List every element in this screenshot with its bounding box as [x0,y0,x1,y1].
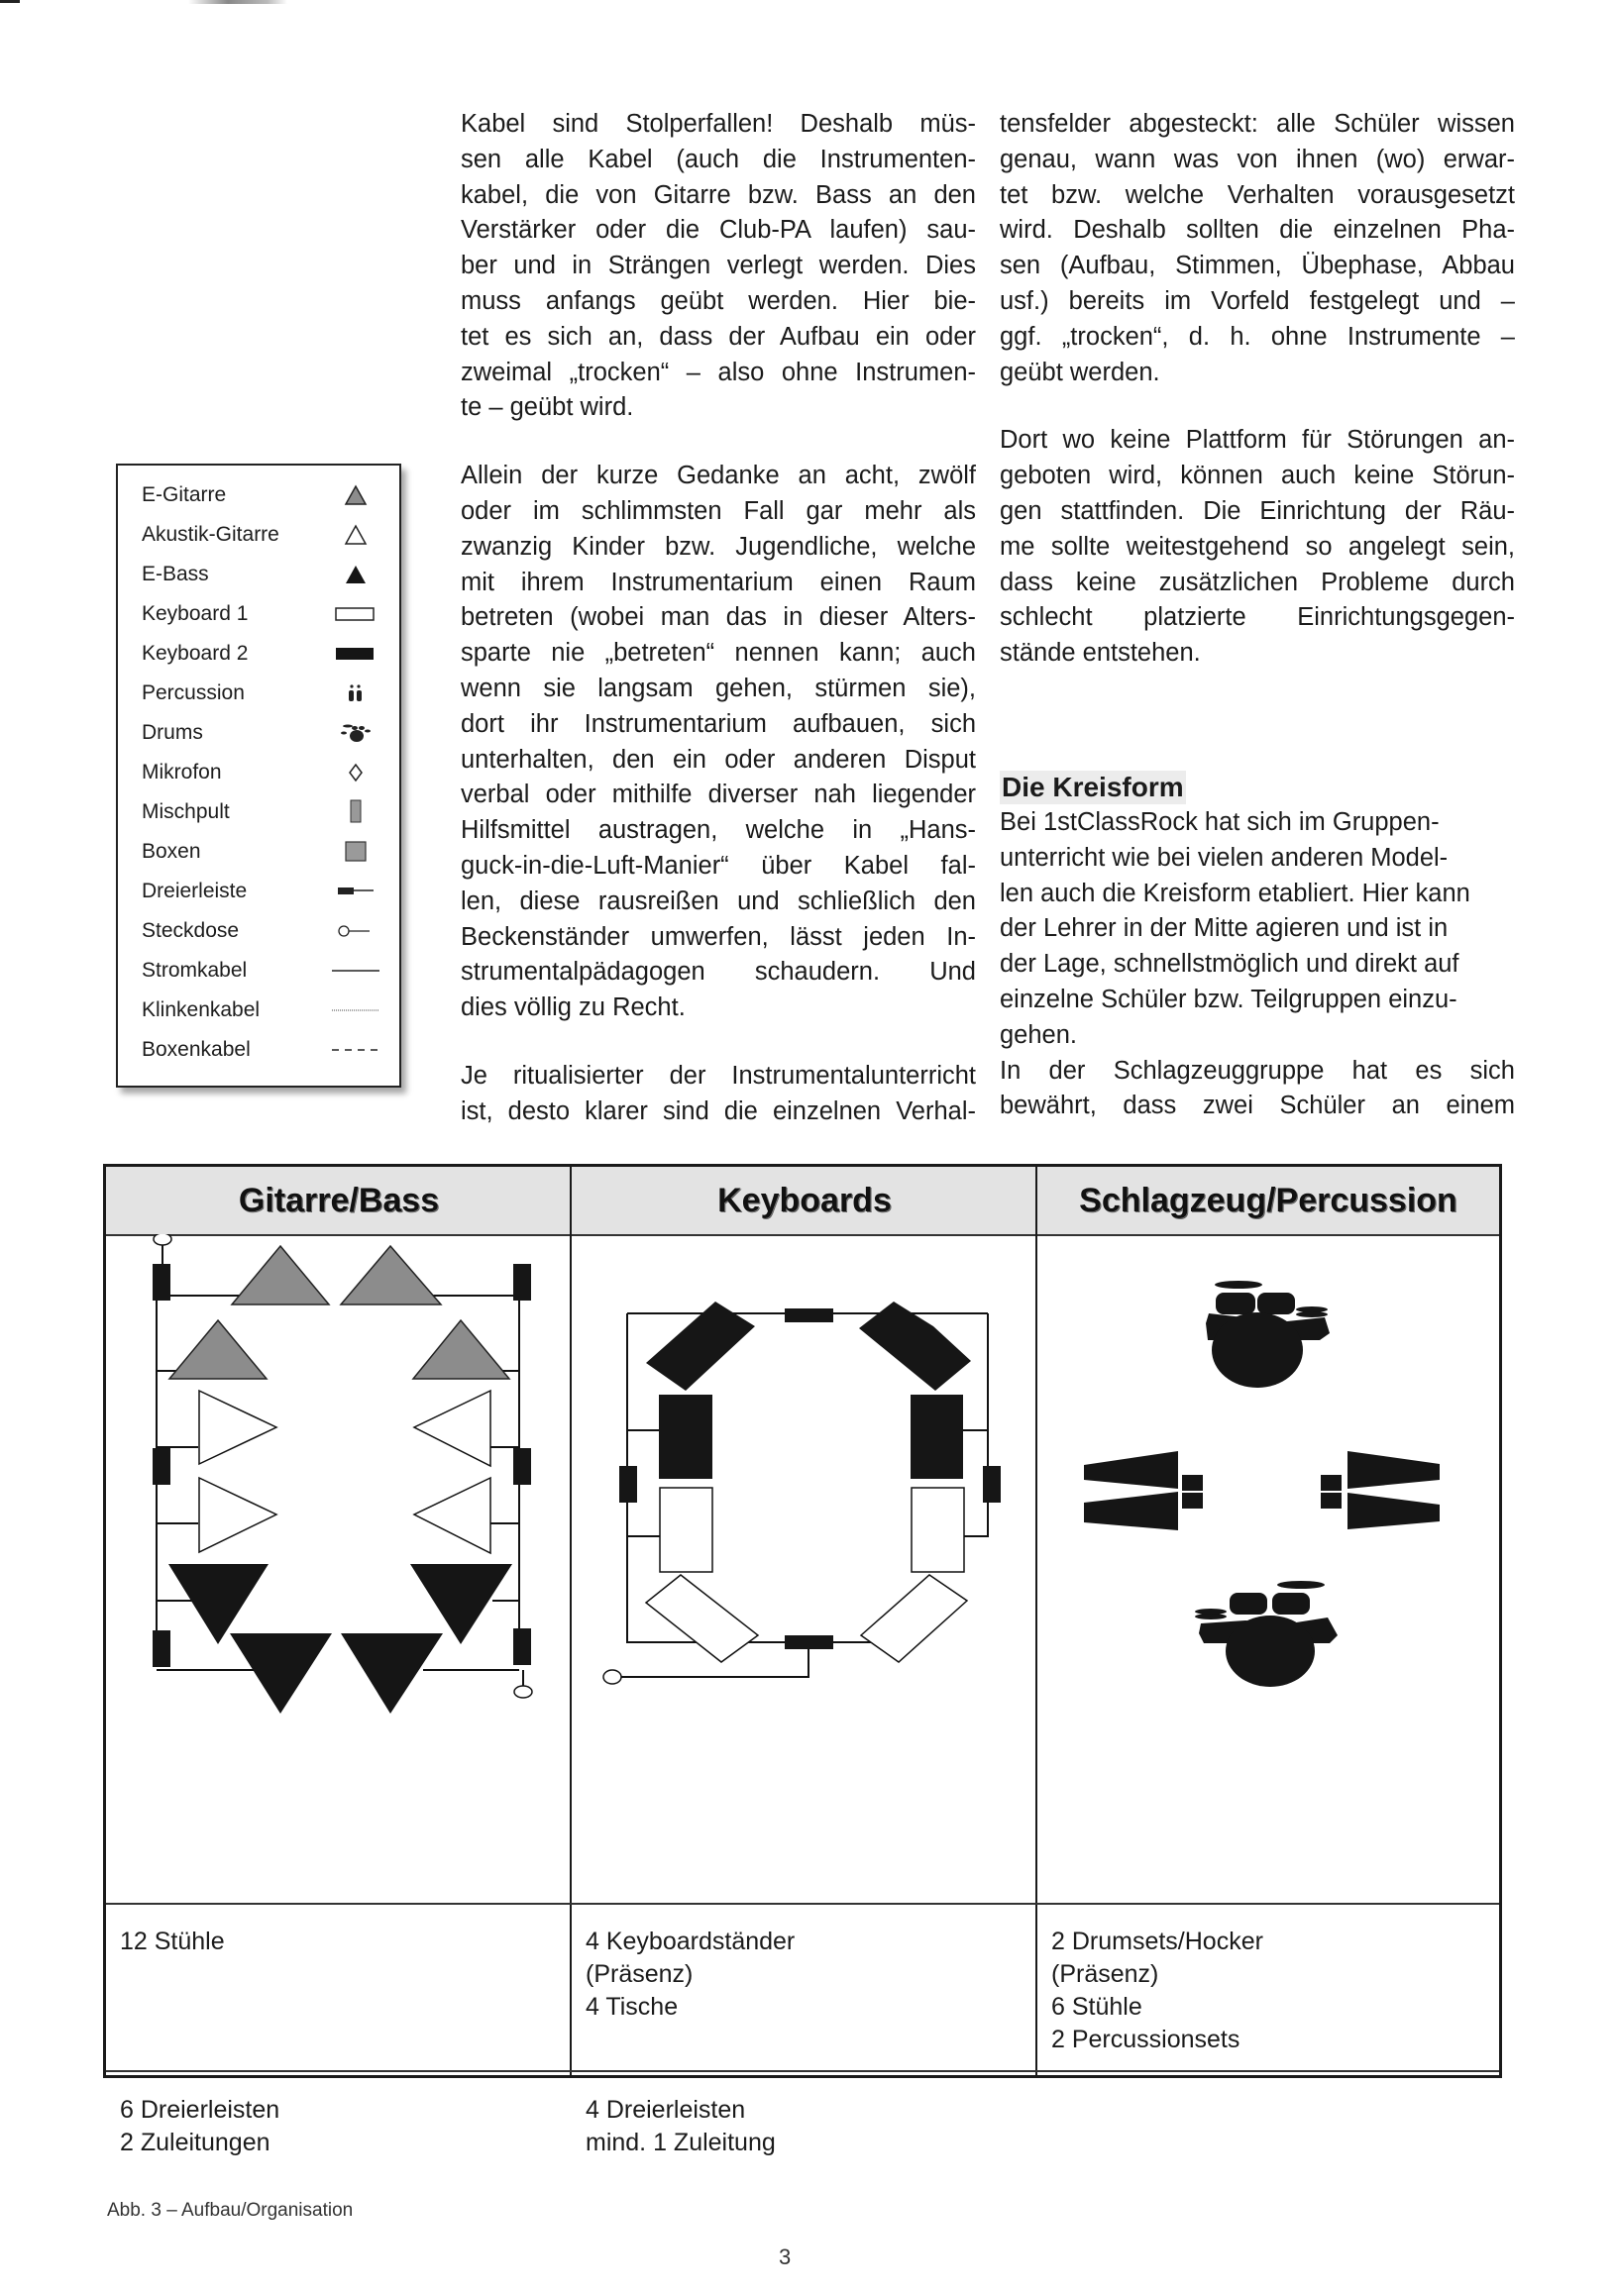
cell-line: 12 Stühle [120,1928,225,1955]
table-header-row [106,1167,1499,1236]
socket-icon [326,916,385,946]
text-line: unterricht wie bei vielen anderen Model- [1000,843,1449,872]
legend-label: E-Bass [142,563,209,585]
socket-icon [603,1670,621,1684]
legend-item-e-bass [142,555,385,594]
text-line: dass keine zusätzlichen Probleme durch [1000,568,1515,596]
text-line: mit ihrem Instrumentarium einen Raum [461,568,976,596]
speaker-box-icon [326,837,385,867]
drums-percussion-layout-diagram [1037,1234,1499,1903]
text-line: kabel, die von Gitarre bzw. Bass an den [461,180,976,209]
legend-label: Akustik-Gitarre [142,523,279,546]
cell-furniture-gitarre [120,1926,225,1958]
keyboards-layout-diagram [572,1234,1035,1903]
grey-triangle-icon [326,480,385,510]
text-line: verbal oder mithilfe diverser nah liegender [461,781,976,809]
legend-item-keyboard-1 [142,594,385,634]
row-divider-bottom [106,2070,1499,2072]
text-line: len auch die Kreisform etabliert. Hier kann [1000,879,1470,907]
text-line: len, diese rausreißen und schließlich den [461,887,976,915]
header-schlagzeug-percussion: Schlagzeug/Percussion [1079,1181,1457,1219]
legend-item-dreierleiste [142,872,385,911]
legend-label: Klinkenkabel [142,998,261,1021]
paragraph-ritual [461,1059,976,1130]
cell-furniture-keyboards [586,1926,795,2024]
text-line: me sollte weitestgehend so angelegt sein, [1000,532,1515,561]
legend-label: Mischpult [142,800,230,823]
text-line: unterhalten, den ein oder anderen Disput [461,745,976,774]
power-strip-icon [326,877,385,906]
text-line: Dort wo keine Plattform für Störungen an- [1000,426,1515,455]
cell-furniture-schlagzeug [1051,1926,1263,2056]
cell-line: 4 Tische [586,1993,679,2021]
legend-label: Boxenkabel [142,1038,251,1061]
socket-icon [154,1234,171,1245]
paragraph-cables [461,107,976,426]
text-line: dies völlig zu Recht. [461,993,686,1022]
text-line: Bei 1stClassRock hat sich im Gruppen- [1000,807,1440,836]
figure-caption: Abb. 3 – Aufbau/Organisation [107,2200,354,2221]
white-triangle-icon [326,520,385,550]
legend-item-klinkenkabel [142,991,385,1030]
paragraph-kreisform [1000,805,1515,1054]
text-line: oder im schlimmsten Fall gar mehr als [461,496,976,525]
text-line: usf.) bereits im Vorfeld festgelegt und – [1000,286,1515,315]
legend-item-mikrofon [142,753,385,792]
cell-line: (Präsenz) [1051,1960,1159,1988]
section-heading: Die Kreisform [1002,771,1184,802]
drums-icon [326,718,385,748]
legend-item-e-gitarre [142,475,385,515]
text-line: bewährt, dass zwei Schüler an einem [1000,1092,1515,1120]
dotted-line-icon [326,995,385,1025]
legend-label: Percussion [142,681,245,704]
text-line: tet bzw. welche Verhalten vorausgesetzt [1000,180,1515,209]
header-keyboards: Keyboards [717,1181,892,1219]
legend-label: Stromkabel [142,959,248,982]
text-line: genau, wann was von ihnen (wo) erwar- [1000,145,1515,173]
text-line: tet es sich an, dass der Aufbau ein oder [461,322,976,351]
text-line: geboten wird, können auch keine Störun- [1000,462,1515,490]
cell-line: 2 Drumsets/Hocker [1051,1928,1263,1955]
paragraph-drums-group [1000,1054,1515,1125]
cell-power-keyboards [586,2094,776,2159]
text-line: der Lehrer in der Mitte agieren und ist in [1000,914,1449,943]
cell-line: 4 Keyboardständer [586,1928,796,1955]
legend-item-stromkabel [142,951,385,991]
cell-line: mind. 1 Zuleitung [586,2129,776,2156]
legend-item-steckdose [142,911,385,951]
cell-line: (Präsenz) [586,1960,694,1988]
text-line: In der Schlagzeuggruppe hat es sich [1000,1056,1515,1085]
socket-icon [514,1686,532,1698]
legend-label: Dreierleiste [142,880,248,902]
text-line: strumentalpädagogen schaudern. Und [461,958,976,987]
dashed-line-icon [326,1035,385,1065]
solid-line-icon [326,956,385,986]
cell-line: 6 Stühle [1051,1993,1142,2021]
text-column-left [461,107,976,1130]
text-line: Beckenständer umwerfen, lässt jeden In- [461,922,976,951]
legend-item-boxenkabel [142,1030,385,1070]
legend-label: Keyboard 1 [142,602,249,625]
text-line: betreten (wobei man das in dieser Alters- [461,603,976,632]
legend-item-boxen [142,832,385,872]
drumset-top-icon [1206,1281,1330,1388]
text-line: geübt werden. [1000,358,1160,386]
legend-label: Keyboard 2 [142,642,249,665]
text-line: zweimal „trocken“ – also ohne Instrumen- [461,358,976,386]
cell-line: 2 Zuleitungen [120,2129,270,2156]
text-line: Verstärker oder die Club-PA laufen) sau- [461,216,976,245]
percussion-icon [326,678,385,708]
text-line: ggf. „trocken“, d. h. ohne Instrumente – [1000,322,1515,351]
text-line: dort ihr Instrumentarium aufbauen, sich [461,709,976,738]
text-line: sparte nie „betreten“ nennen kann; auch [461,639,976,668]
text-line: der Lage, schnellstmöglich und direkt auf [1000,950,1459,979]
scan-smudge [188,0,287,4]
text-line: te – geübt wird. [461,393,634,422]
mixer-icon [326,797,385,827]
text-line: ber und in Strängen verlegt werden. Dies [461,252,976,280]
legend-item-mischpult [142,792,385,832]
paragraph-disturbances [1000,423,1515,672]
text-line: wenn sie langsam gehen, stürmen sie), [461,674,976,702]
section-kreisform [1000,771,1515,805]
black-rect-icon [326,639,385,669]
legend-label: Boxen [142,840,201,863]
text-line: ist, desto klarer sind die einzelnen Verhal- [461,1096,976,1125]
text-line: tensfelder abgesteckt: alle Schüler wissen [1000,110,1515,138]
text-line: gehen. [1000,1020,1077,1049]
legend-item-keyboard-2 [142,634,385,674]
text-line: zwanzig Kinder bzw. Jugendliche, welche [461,532,976,561]
text-line: schlecht platzierte Einrichtungsgegen- [1000,603,1515,632]
drumset-bottom-icon [1195,1581,1338,1687]
legend-label: Steckdose [142,919,240,942]
symbol-legend [116,464,401,1088]
legend-item-percussion [142,674,385,713]
text-line: wird. Deshalb sollten die einzelnen Pha- [1000,216,1515,245]
setup-figure-table [103,1164,1502,2156]
text-line: sen (Aufbau, Stimmen, Übephase, Abbau [1000,252,1515,280]
guitar-bass-layout-diagram [106,1234,570,1903]
legend-item-drums [142,713,385,753]
text-line: sen alle Kabel (auch die Instrumenten- [461,145,976,173]
text-column-right [1000,107,1515,1124]
text-line: Je ritualisierter der Instrumentalunterricht [461,1061,976,1090]
text-line: Kabel sind Stolperfallen! Deshalb müs- [461,110,976,138]
paragraph-children [461,459,976,1026]
text-line: muss anfangs geübt werden. Hier bie- [461,286,976,315]
header-gitarre-bass: Gitarre/Bass [238,1181,440,1219]
page-number: 3 [779,2244,792,2269]
legend-label: Drums [142,721,203,744]
text-line: einzelne Schüler bzw. Teilgruppen einzu- [1000,985,1457,1013]
scan-corner-mark [0,0,20,3]
cell-line: 6 Dreierleisten [120,2096,280,2124]
text-line: guck-in-die-Luft-Manier“ über Kabel fal- [461,851,976,880]
percussion-left-icon [1084,1451,1203,1530]
row-divider [106,1903,1499,1905]
text-line: Allein der kurze Gedanke an acht, zwölf [461,462,976,490]
cell-line: 2 Percussionsets [1051,2026,1240,2053]
legend-label: Mikrofon [142,761,222,783]
paragraph-phases [1000,107,1515,390]
microphone-diamond-icon [326,758,385,787]
text-line: gen stattfinden. Die Einrichtung der Räu- [1000,496,1515,525]
cell-line: 4 Dreierleisten [586,2096,746,2124]
text-line: Hilfsmittel austragen, welche in „Hans- [461,816,976,845]
white-rect-icon [326,599,385,629]
cell-power-gitarre [120,2094,279,2159]
black-triangle-icon [326,560,385,589]
legend-label: E-Gitarre [142,483,227,506]
legend-item-akustik-gitarre [142,515,385,555]
text-line: stände entstehen. [1000,639,1201,668]
percussion-right-icon [1321,1451,1440,1529]
